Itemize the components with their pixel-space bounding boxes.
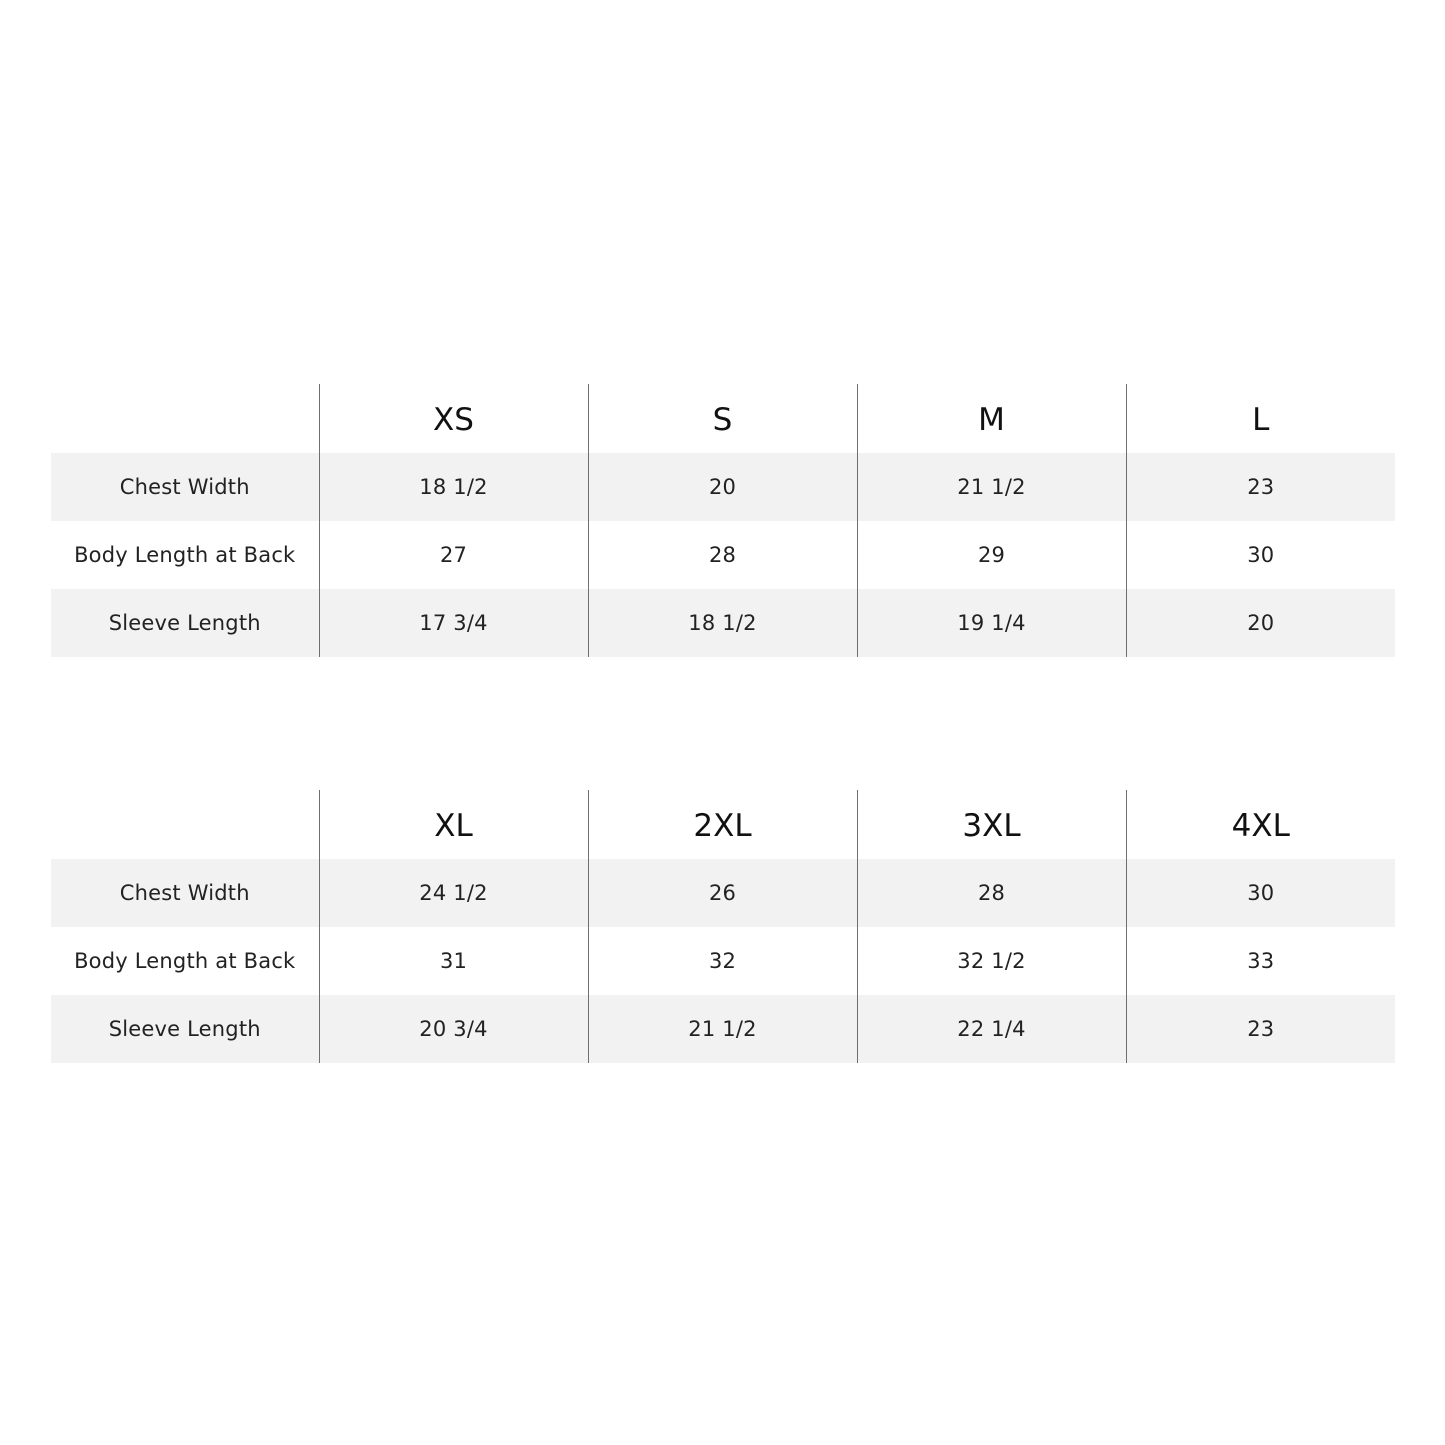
measurement-value: 23 (1126, 995, 1395, 1063)
size-header: S (588, 384, 857, 453)
measurement-value: 20 (588, 453, 857, 521)
measurement-value: 29 (857, 521, 1126, 589)
measurement-value: 33 (1126, 927, 1395, 995)
measurement-value: 21 1/2 (588, 995, 857, 1063)
size-header: XL (319, 790, 588, 859)
size-header: XS (319, 384, 588, 453)
size-chart-table-2 (51, 790, 1395, 1063)
measurement-value: 31 (319, 927, 588, 995)
measurement-value: 20 (1126, 589, 1395, 657)
measurement-value: 28 (857, 859, 1126, 927)
size-header-row (51, 790, 1395, 859)
table-row (51, 927, 1395, 995)
table-row (51, 453, 1395, 521)
measurement-value: 26 (588, 859, 857, 927)
measurement-label: Sleeve Length (51, 995, 319, 1063)
measurement-value: 27 (319, 521, 588, 589)
empty-corner-cell (51, 790, 319, 859)
measurement-value: 22 1/4 (857, 995, 1126, 1063)
size-header: 4XL (1126, 790, 1395, 859)
size-header: 2XL (588, 790, 857, 859)
measurement-value: 18 1/2 (588, 589, 857, 657)
size-header: M (857, 384, 1126, 453)
measurement-value: 17 3/4 (319, 589, 588, 657)
measurement-label: Body Length at Back (51, 521, 319, 589)
measurement-value: 20 3/4 (319, 995, 588, 1063)
table-row (51, 589, 1395, 657)
measurement-label: Chest Width (51, 859, 319, 927)
size-header-row (51, 384, 1395, 453)
measurement-value: 30 (1126, 521, 1395, 589)
size-header: L (1126, 384, 1395, 453)
measurement-value: 28 (588, 521, 857, 589)
table-row (51, 859, 1395, 927)
measurement-label: Chest Width (51, 453, 319, 521)
measurement-value: 30 (1126, 859, 1395, 927)
measurement-value: 21 1/2 (857, 453, 1126, 521)
empty-corner-cell (51, 384, 319, 453)
size-header: 3XL (857, 790, 1126, 859)
measurement-value: 23 (1126, 453, 1395, 521)
measurement-value: 32 1/2 (857, 927, 1126, 995)
measurement-value: 24 1/2 (319, 859, 588, 927)
table-row (51, 521, 1395, 589)
table-row (51, 995, 1395, 1063)
measurement-value: 18 1/2 (319, 453, 588, 521)
size-chart-table-1 (51, 384, 1395, 657)
measurement-value: 32 (588, 927, 857, 995)
measurement-label: Body Length at Back (51, 927, 319, 995)
measurement-value: 19 1/4 (857, 589, 1126, 657)
measurement-label: Sleeve Length (51, 589, 319, 657)
